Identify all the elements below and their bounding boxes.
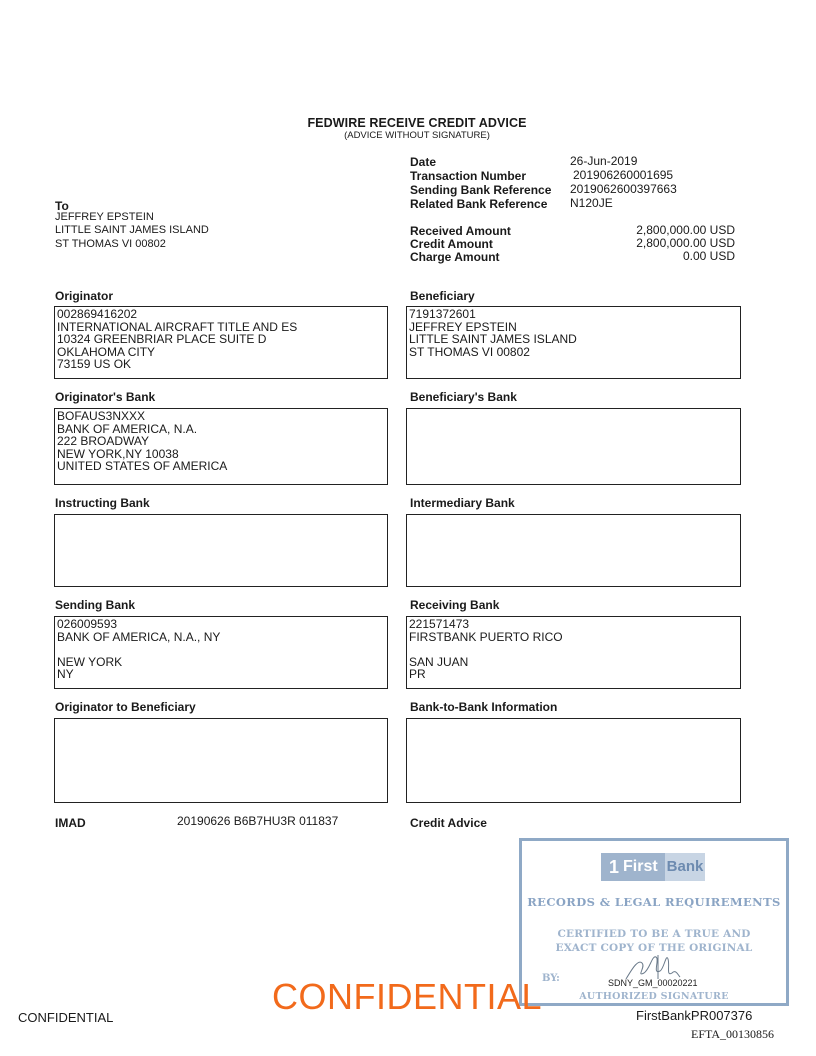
detail-value-related-bank-reference: N120JE	[570, 196, 613, 210]
bank-to-bank-label: Bank-to-Bank Information	[410, 700, 558, 714]
stamp-document-id: SDNY_GM_00020221	[608, 978, 698, 988]
originators-bank-line: BANK OF AMERICA, N.A.	[57, 421, 198, 436]
originators-bank-box	[54, 408, 388, 485]
beneficiary-label: Beneficiary	[410, 289, 475, 303]
receiving-bank-line: 221571473	[409, 617, 470, 631]
sending-bank-line: NY	[57, 667, 74, 681]
recipient-line: JEFFREY EPSTEIN	[55, 211, 154, 223]
logo-bank: Bank	[665, 853, 705, 881]
receiving-bank-line: SAN JUAN	[409, 654, 469, 669]
amount-value-received: 2,800,000.00 USD	[636, 223, 735, 237]
sending-bank-label: Sending Bank	[55, 598, 136, 612]
originator-line: 73159 US OK	[57, 357, 132, 371]
beneficiary-box	[406, 306, 741, 379]
receiving-bank-box	[406, 616, 741, 689]
originator-line: OKLAHOMA CITY	[57, 344, 156, 359]
originator-to-beneficiary-box	[54, 718, 388, 803]
beneficiarys-bank-box	[406, 408, 741, 485]
detail-value-sending-bank-reference: 2019062600397663	[570, 182, 677, 196]
originator-line: INTERNATIONAL AIRCRAFT TITLE AND ES	[57, 319, 298, 334]
stamp-by: BY:	[542, 973, 560, 984]
imad-value: 20190626 B6B7HU3R 011837	[177, 814, 339, 828]
detail-label-sending-bank-reference: Sending Bank Reference	[410, 183, 552, 197]
amount-label-charge: Charge Amount	[410, 250, 500, 264]
beneficiary-line: 7191372601	[409, 307, 476, 321]
intermediary-bank-box	[406, 514, 741, 587]
recipient-line: ST THOMAS VI 00802	[55, 238, 166, 250]
sending-bank-line	[57, 643, 387, 656]
beneficiarys-bank-label: Beneficiary's Bank	[410, 390, 517, 404]
originator-label: Originator	[55, 289, 114, 303]
document-subtitle: (ADVICE WITHOUT SIGNATURE)	[344, 130, 490, 141]
sending-bank-line: NEW YORK	[57, 654, 123, 669]
confidential-watermark: CONFIDENTIAL	[272, 976, 543, 1017]
stamp-line-2: EXACT COPY OF THE ORIGINAL	[555, 942, 753, 954]
footer-confidential: CONFIDENTIAL	[18, 1010, 114, 1025]
originators-bank-line: 222 BROADWAY	[57, 434, 150, 448]
imad-label: IMAD	[55, 816, 86, 830]
originator-to-beneficiary-label: Originator to Beneficiary	[55, 700, 196, 714]
originators-bank-line: NEW YORK,NY 10038	[57, 446, 179, 461]
detail-label-date: Date	[410, 155, 437, 169]
footer-bates-efta: EFTA_00130856	[691, 1027, 775, 1041]
receiving-bank-line: PR	[409, 667, 426, 681]
amount-value-credit: 2,800,000.00 USD	[636, 236, 735, 250]
sending-bank-line: 026009593	[57, 617, 118, 631]
originators-bank-line: BOFAUS3NXXX	[57, 409, 146, 423]
originator-line: 002869416202	[57, 307, 138, 321]
sending-bank-line: BANK OF AMERICA, N.A., NY	[57, 629, 221, 644]
instructing-bank-label: Instructing Bank	[55, 496, 150, 510]
stamp-title: RECORDS & LEGAL REQUIREMENTS	[527, 895, 781, 909]
footer-bates-firstbank: FirstBankPR007376	[636, 1008, 753, 1023]
beneficiary-line: ST THOMAS VI 00802	[409, 344, 530, 359]
recipient-label: To	[55, 199, 69, 213]
credit-advice-label: Credit Advice	[410, 816, 487, 830]
recipient-line: LITTLE SAINT JAMES ISLAND	[55, 224, 209, 236]
amount-value-charge: 0.00 USD	[682, 249, 735, 263]
logo-number: 1	[609, 857, 620, 877]
originator-box	[54, 306, 388, 379]
receiving-bank-line: FIRSTBANK PUERTO RICO	[409, 629, 563, 644]
amount-label-credit: Credit Amount	[410, 237, 493, 251]
stamp-line-1: CERTIFIED TO BE A TRUE AND	[557, 928, 751, 940]
detail-label-related-bank-reference: Related Bank Reference	[410, 197, 548, 211]
receiving-bank-label: Receiving Bank	[410, 598, 500, 612]
originator-line: 10324 GREENBRIAR PLACE SUITE D	[57, 332, 267, 346]
instructing-bank-box	[54, 514, 388, 587]
beneficiary-line: LITTLE SAINT JAMES ISLAND	[409, 332, 577, 346]
intermediary-bank-label: Intermediary Bank	[410, 496, 515, 510]
stamp-authorized-signature: AUTHORIZED SIGNATURE	[579, 991, 729, 1002]
detail-label-transaction-number: Transaction Number	[410, 169, 527, 183]
sending-bank-box	[54, 616, 388, 689]
amount-label-received: Received Amount	[410, 224, 511, 238]
detail-value-transaction-number: 201906260001695	[573, 168, 674, 182]
beneficiary-line: JEFFREY EPSTEIN	[409, 319, 517, 334]
certification-stamp	[519, 838, 789, 1006]
receiving-bank-line	[409, 643, 740, 656]
firstbank-logo	[601, 853, 705, 881]
detail-value-date: 26-Jun-2019	[570, 154, 638, 168]
originators-bank-label: Originator's Bank	[55, 390, 156, 404]
logo-first: First	[623, 858, 658, 875]
originators-bank-line: UNITED STATES OF AMERICA	[57, 459, 228, 473]
document-title: FEDWIRE RECEIVE CREDIT ADVICE	[307, 116, 527, 130]
bank-to-bank-box	[406, 718, 741, 803]
